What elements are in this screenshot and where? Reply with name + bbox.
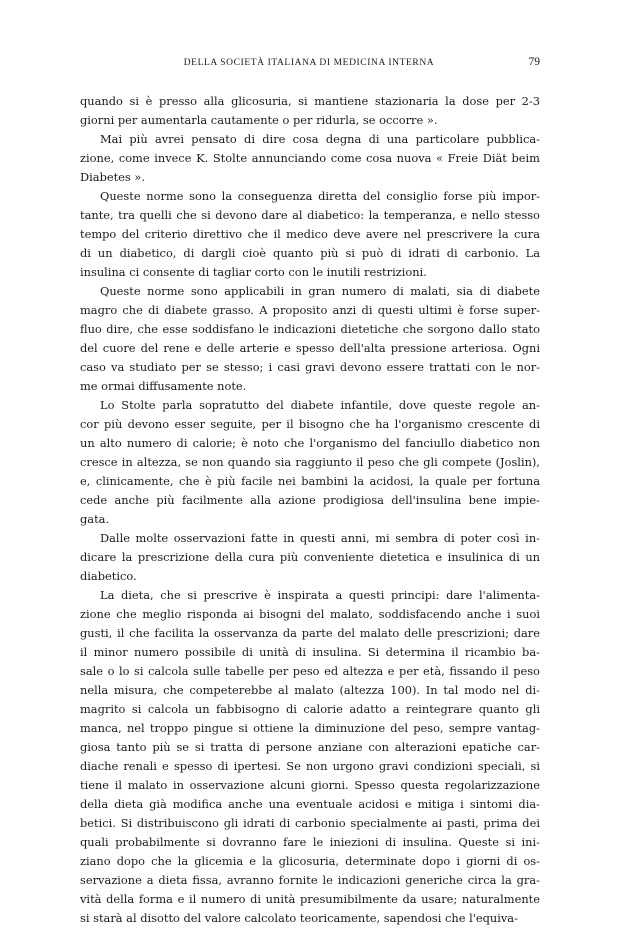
text-line: tempo del criterio direttivo che il medico deve avere nel prescrivere la cura [80, 227, 540, 241]
text-line: si starà al disotto del valore calcolato teoricamente, sapendosi che l'equiva- [80, 911, 518, 925]
paragraph [80, 586, 540, 928]
text-line: betici. Si distribuiscono gli idrati di carbonio specialmente ai pasti, prima dei [80, 816, 540, 830]
text-line: Queste norme sono la conseguenza diretta del consiglio forse più impor- [100, 189, 540, 203]
text-line: della dieta già modifica anche una eventuale acidosi e mitiga i sintomi dia- [80, 797, 540, 811]
text-line: del cuore del rene e delle arterie e spesso dell'alta pressione arteriosa. Ogni [80, 341, 540, 355]
paragraph [80, 529, 540, 586]
text-line: quali probabilmente si dovranno fare le iniezioni di insulina. Queste si ini- [80, 835, 540, 849]
text-line: dicare la prescrizione della cura più conveniente dietetica e insulinica di un [80, 550, 540, 564]
text-line: gusti, il che facilita la osservanza da parte del malato delle prescrizioni; dare [80, 626, 540, 640]
text-line: zione, come invece K. Stolte annunciando come cosa nuova « Freie Diät beim [80, 151, 540, 165]
text-line: zione che meglio risponda ai bisogni del malato, soddisfacendo anche i suoi [80, 607, 540, 621]
text-line: il minor numero possibile di unità di insulina. Si determina il ricambio ba- [80, 645, 540, 659]
text-line: insulina ci consente di tagliar corto con le inutili restrizioni. [80, 265, 427, 279]
text-line: Queste norme sono applicabili in gran numero di malati, sia di diabete [100, 284, 540, 298]
paragraph [80, 282, 540, 396]
text-line: cresce in altezza, se non quando sia raggiunto il peso che gli compete (Joslin), [80, 455, 540, 469]
paragraph [80, 187, 540, 282]
paragraph [80, 130, 540, 187]
page-header [78, 58, 540, 76]
text-line: cor più devono esser seguite, per il bisogno che ha l'organismo crescente di [80, 417, 540, 431]
text-line: me ormai diffusamente note. [80, 379, 247, 393]
running-title: DELLA SOCIETÀ ITALIANA DI MEDICINA INTERNA [183, 58, 435, 68]
text-line: nella misura, che competerebbe al malato (altezza 100). In tal modo nel di- [80, 683, 540, 697]
paragraph [80, 92, 540, 130]
text-line: di un diabetico, di dargli cioè quanto più si può di idrati di carbonio. La [80, 246, 540, 260]
text-line: un alto numero di calorie; è noto che l'organismo del fanciullo diabetico non [80, 436, 540, 450]
text-line: Dalle molte osservazioni fatte in questi anni, mi sembra di poter così in- [100, 531, 540, 545]
text-line: La dieta, che si prescrive è inspirata a questi principi: dare l'alimenta- [100, 588, 540, 602]
text-line: caso va studiato per se stesso; i casi gravi devono essere trattati con le nor- [80, 360, 540, 374]
paragraph [80, 396, 540, 529]
text-line: tiene il malato in osservazione alcuni giorni. Spesso questa regolarizzazione [80, 778, 540, 792]
text-line: quando si è presso alla glicosuria, si mantiene stazionaria la dose per 2-3 [80, 94, 540, 108]
text-line: ziano dopo che la glicemia e la glicosuria, determinate dopo i giorni di os- [80, 854, 540, 868]
text-line: cede anche più facilmente alla azione prodigiosa dell'insulina bene impie- [80, 493, 540, 507]
text-line: Diabetes ». [80, 170, 145, 184]
text-line: Lo Stolte parla sopratutto del diabete infantile, dove queste regole an- [100, 398, 540, 412]
text-line: magrito si calcola un fabbisogno di calorie adatto a reintegrare quanto gli [80, 702, 540, 716]
text-line: Mai più avrei pensato di dire cosa degna di una particolare pubblica- [100, 132, 540, 146]
text-line: tante, tra quelli che si devono dare al diabetico: la temperanza, e nello stesso [80, 208, 540, 222]
text-line: giorni per aumentarla cautamente o per ridurla, se occorre ». [80, 113, 438, 127]
text-line: gata. [80, 512, 110, 526]
text-line: vità della forma e il numero di unità presumibilmente da usare; naturalmente [80, 892, 540, 906]
text-line: e, clinicamente, che è più facile nei bambini la acidosi, la quale per fortuna [80, 474, 540, 488]
text-line: magro che di diabete grasso. A proposito anzi di questi ultimi è forse super- [80, 303, 540, 317]
text-line: diabetico. [80, 569, 137, 583]
body-text [80, 92, 540, 928]
page-number: 79 [528, 56, 540, 68]
text-line: servazione a dieta fissa, avranno fornite le indicazioni generiche circa la gra- [80, 873, 540, 887]
text-line: diache renali e spesso di ipertesi. Se non urgono gravi condizioni speciali, si [80, 759, 540, 773]
text-line: manca, nel troppo pingue si ottiene la diminuzione del peso, sempre vantag- [80, 721, 540, 735]
text-line: fluo dire, che esse soddisfano le indicazioni dietetiche che sorgono dallo stato [80, 322, 540, 336]
text-line: sale o lo si calcola sulle tabelle per peso ed altezza e per età, fissando il peso [80, 664, 540, 678]
text-line: giosa tanto più se si tratta di persone anziane con alterazioni epatiche car- [80, 740, 540, 754]
